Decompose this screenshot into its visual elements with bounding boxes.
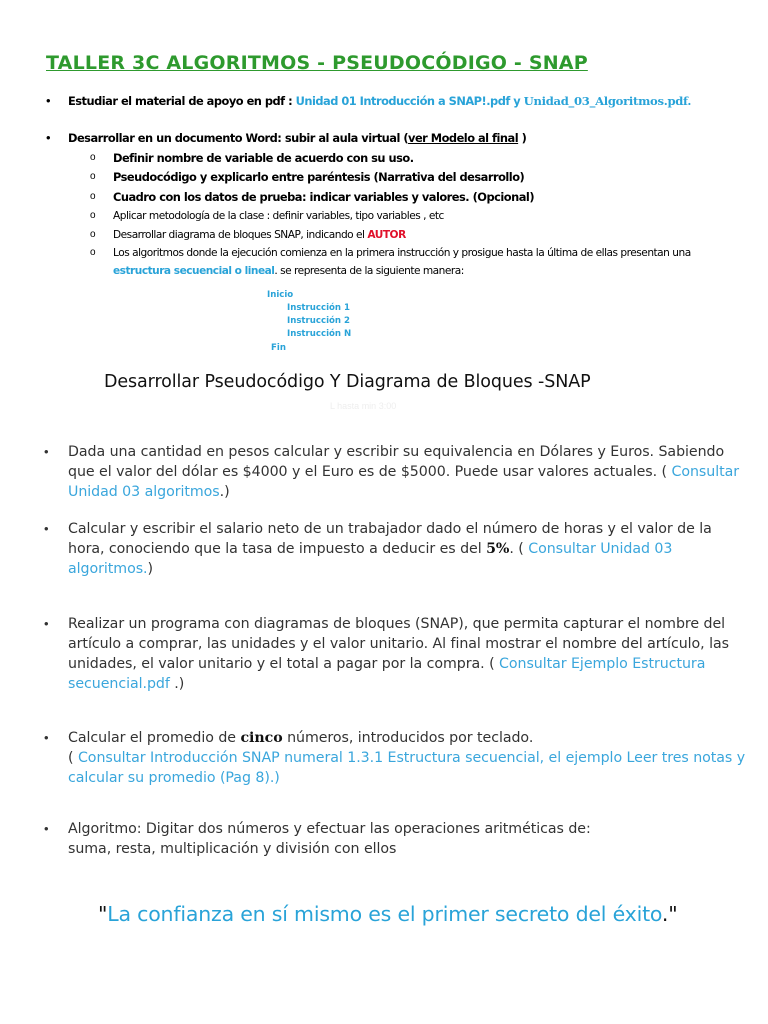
motivational-quote (98, 902, 677, 926)
sub-item-block-diagram (113, 226, 406, 244)
develop-word-text: Desarrollar en un documento Word: subir al aula virtual ( (68, 131, 409, 145)
unidad-01-link[interactable]: Unidad 01 Introducción a SNAP!.pdf (295, 94, 510, 108)
bullet-dot: • (44, 521, 49, 536)
exercise-arithmetic (68, 819, 748, 859)
exercise-average-paren: ( (68, 750, 78, 766)
exercise-average (68, 728, 748, 788)
autor-label: AUTOR (367, 229, 406, 241)
quote-close-mark: ." (661, 902, 678, 926)
sub-item-sequential-line1: Los algoritmos donde la ejecución comienza en la primera instrucción y prosigue hasta la última de ellas presentan una (113, 247, 691, 259)
exercise-average-suffix: ) (274, 770, 280, 786)
quote-open-mark: " (98, 902, 108, 926)
sub-bullet-o: o (90, 247, 96, 258)
sequence-start: Inicio (267, 290, 294, 300)
bullet-dot: • (46, 93, 51, 108)
page-title: TALLER 3C ALGORITMOS - PSEUDOCÓDIGO - SNAP (46, 52, 588, 74)
section-heading: Desarrollar Pseudocódigo Y Diagrama de Bloques -SNAP (104, 372, 591, 392)
sub-bullet-o: o (90, 152, 96, 163)
study-material-text: Estudiar el material de apoyo en pdf : (68, 94, 296, 108)
modelo-link[interactable]: ver Modelo al final (408, 131, 519, 145)
and-separator: y (509, 94, 524, 108)
bullet-dot: • (44, 821, 49, 836)
bullet-dot: • (46, 130, 51, 145)
sub-item-sequential-line2 (113, 262, 464, 280)
exercise-salary-suffix: ) (147, 561, 154, 577)
sub-bullet-o: o (90, 210, 96, 221)
five-count: cinco (240, 730, 283, 746)
develop-word-suffix: ) (518, 131, 527, 145)
sequential-structure-link[interactable]: estructura secuencial o lineal (113, 265, 275, 277)
bullet-dot: • (44, 616, 49, 631)
quote-text: La confianza en sí mismo es el primer secreto del éxito (107, 902, 662, 926)
unidad-03-link[interactable]: Unidad_03_Algoritmos.pdf. (523, 94, 692, 108)
exercise-currency-text: Dada una cantidad en pesos calcular y escribir su equivalencia en Dólares y Euros. Sabiendo que el valor del dólar es $4000 y el Euro es de $5000. Puede usar valores actuales. ( (68, 444, 725, 480)
exercise-purchase-text: Realizar un programa con diagramas de bloques (SNAP), que permita capturar el nombre del artículo a comprar, las unidades y el valor unitario. Al final mostrar el nombre del artículo, las unidades, el valor unitario y el total a pagar por la compra. ( (68, 616, 729, 672)
exercise-average-mid: números, introducidos por teclado. (282, 730, 534, 746)
bullet-dot: • (44, 444, 49, 459)
sub-item-variable-names: Definir nombre de variable de acuerdo con su uso. (113, 151, 414, 165)
exercise-purchase (68, 614, 748, 694)
tax-rate: 5% (486, 541, 510, 557)
sequence-instruction-1: Instrucción 1 (287, 303, 351, 313)
exercise-currency-link[interactable]: Consultar Unidad 03 algoritmos (68, 464, 740, 500)
exercise-average-text: Calcular el promedio de (68, 730, 241, 746)
exercise-average-link[interactable]: Consultar Introducción SNAP numeral 1.3.1 Estructura secuencial, el ejemplo Leer tres notas y calcular su promedio (Pag 8). (68, 750, 746, 786)
sequence-instruction-n: Instrucción N (287, 329, 352, 339)
sub-item-methodology: Aplicar metodología de la clase : definir variables, tipo variables , etc (113, 210, 444, 222)
sub-item-test-data: Cuadro con los datos de prueba: indicar variables y valores. (Opcional) (113, 190, 535, 204)
sequence-instruction-2: Instrucción 2 (287, 316, 351, 326)
exercise-arithmetic-line2: suma, resta, multiplicación y división con ellos (68, 841, 397, 857)
exercise-purchase-link[interactable]: Consultar Ejemplo Estructura secuencial.pdf (68, 656, 706, 692)
sub-bullet-o: o (90, 229, 96, 240)
exercise-purchase-suffix: .) (169, 676, 185, 692)
sub-bullet-o: o (90, 171, 96, 182)
faint-note: L hasta min 3:00 (330, 401, 397, 411)
exercise-salary-mid: . ( (509, 541, 529, 557)
sub-item-pseudocode: Pseudocódigo y explicarlo entre paréntesis (Narrativa del desarrollo) (113, 170, 525, 184)
exercise-salary-text: Calcular y escribir el salario neto de un trabajador dado el número de horas y el valor de la hora, conociendo que la tasa de impuesto a deducir es del (68, 521, 712, 557)
exercise-arithmetic-line1: Algoritmo: Digitar dos números y efectuar las operaciones aritméticas de: (68, 821, 591, 837)
sequence-end: Fin (271, 343, 286, 353)
bullet-dot: • (44, 730, 49, 745)
study-material-item (68, 92, 691, 110)
exercise-salary-link[interactable]: Consultar Unidad 03 algoritmos. (68, 541, 673, 577)
exercise-salary (68, 519, 748, 579)
develop-word-item (68, 129, 526, 147)
exercise-currency (68, 442, 748, 502)
sub-bullet-o: o (90, 191, 96, 202)
block-diagram-text: Desarrollar diagrama de bloques SNAP, indicando el (113, 229, 368, 241)
exercise-currency-suffix: .) (219, 484, 230, 500)
sequential-suffix: . se representa de la siguiente manera: (274, 265, 464, 277)
